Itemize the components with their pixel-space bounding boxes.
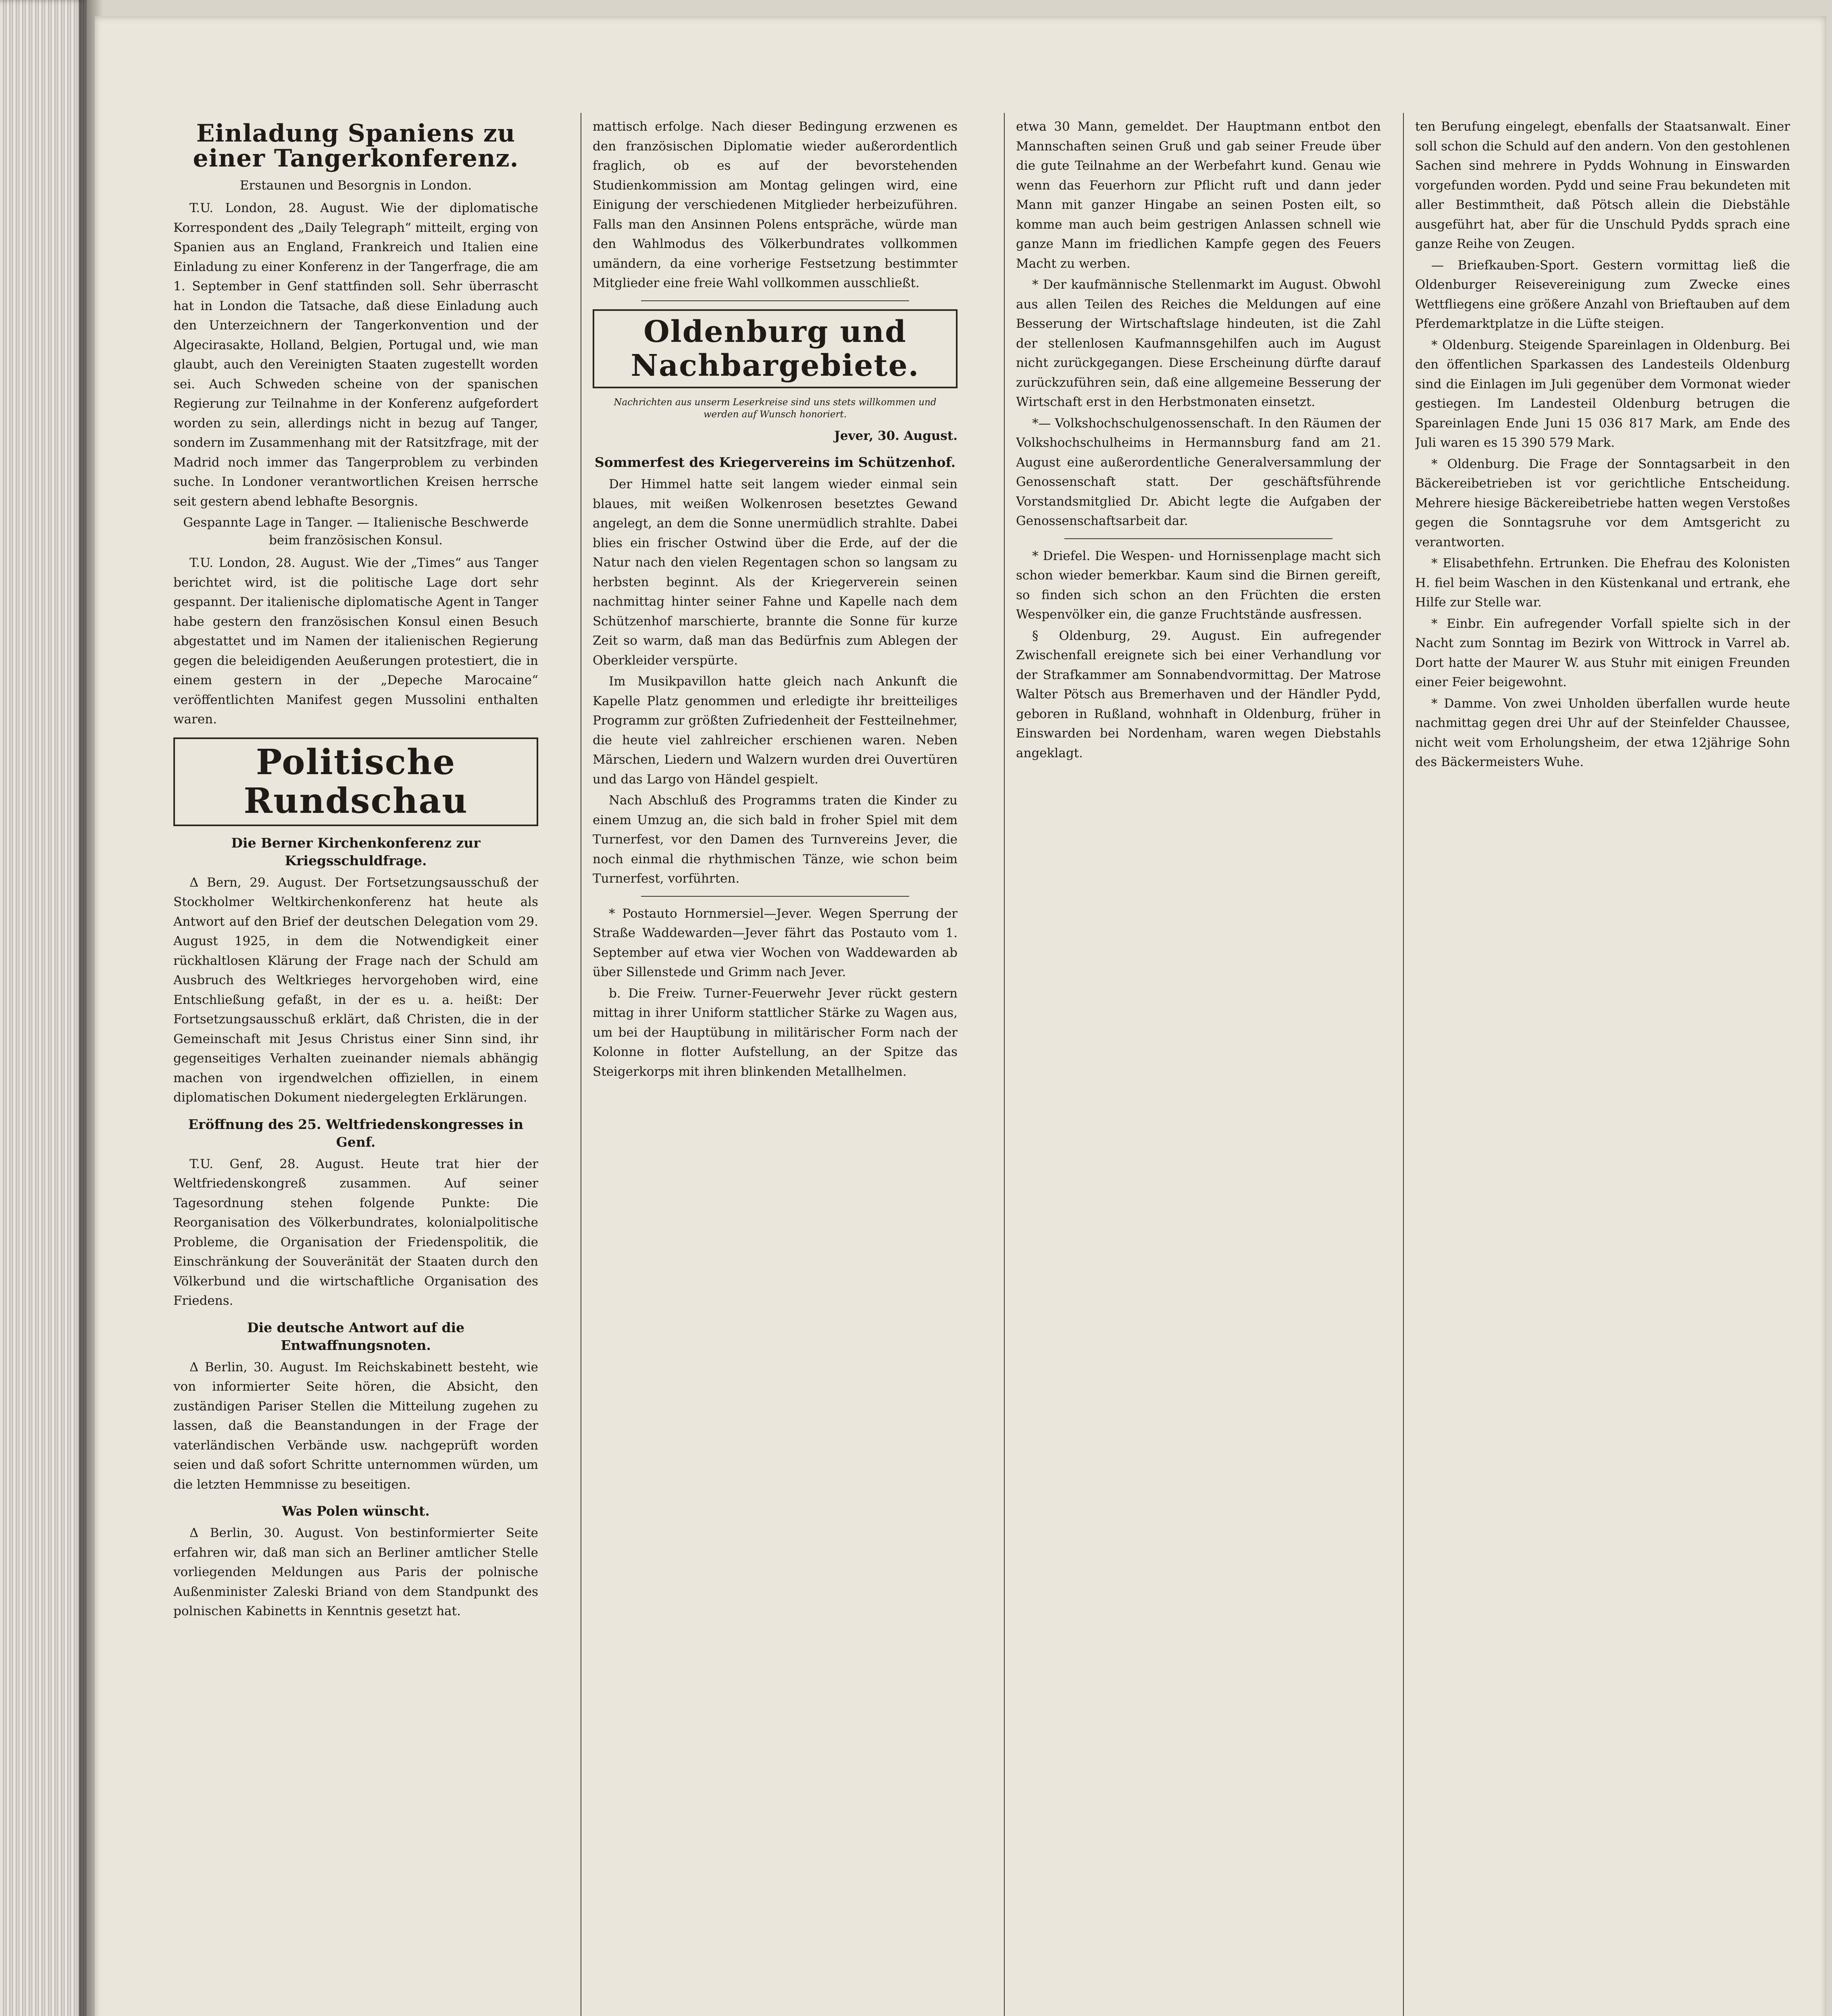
article-paragraph: Δ Bern, 29. August. Der Fortsetzungsausschuß der Stockholmer Weltkirchenkonferenz hat heute als Antwort auf den Brief der deutschen Delegation vom 29. August 1925, in dem die Notwendigkeit einer rückhaltlosen Klärung der Frage nach der Schuld am Ausbruch des Weltkrieges hervorgehoben wird, eine Entschließung gefaßt, in der es u. a. heißt: Der Fortsetzungsausschuß erklärt, daß Christen, die in der Gemeinschaft mit Jesus Christus einer Sinn sind, ihr gegenseitiges Verhalten zueinander niemals abhängig machen von irgendwelchen offiziellen, in einem diplomatischen Dokument niedergelegten Erklärungen. (173, 875, 538, 1105)
article-headline: Die Berner Kirchenkonferenz zur Kriegsschuldfrage. (231, 835, 481, 868)
article-headline: Die deutsche Antwort auf die Entwaffnungsnoten. (247, 1319, 465, 1353)
divider (641, 896, 909, 897)
article-headline: Sommerfest des Kriegervereins im Schützenhof. (594, 454, 956, 470)
article-paragraph: ten Berufung eingelegt, ebenfalls der Staatsanwalt. Einer soll schon die Schuld auf den andern. Von den gestohlenen Sachen sind mehrere in Pydds Wohnung in Einswarden vorgefunden worden. Pydd und seine Frau bekundeten mit aller Bestimmtheit, daß Pötsch allein die Diebstähle ausgeführt hat, aber für die Unschuld Pydds sprach eine ganze Reihe von Zeugen. (1415, 119, 1790, 251)
article-subheadline: Gespannte Lage in Tanger. — Italienische Beschwerde beim französischen Konsul. (183, 515, 529, 548)
article-paragraph: Im Musikpavillon hatte gleich nach Ankunft die Kapelle Platz genommen und erledigte ihr breitteiliges Programm zur größten Zufriedenheit der Festteilnehmer, die heute viel zahlreicher erschienen waren. Neben Märschen, Liedern und Walzern wurden drei Ouvertüren und das Largo von Händel gespielt. (593, 674, 958, 787)
article-paragraph: * Elisabethfehn. Ertrunken. Die Ehefrau des Kolonisten H. fiel beim Waschen in den Küstenkanal und ertrank, ehe Hilfe zur Stelle war. (1415, 556, 1790, 610)
article-paragraph: * Einbr. Ein aufregender Vorfall spielte sich in der Nacht zum Sonntag im Bezirk von Wittrock in Varrel ab. Dort hatte der Maurer W. aus Stuhr mit einigen Freunden einer Feier beigewohnt. (1415, 616, 1790, 689)
article-paragraph: T.U. London, 28. August. Wie der „Times“ aus Tanger berichtet wird, ist die politische Lage dort sehr gespannt. Der italienische diplomatische Agent in Tanger habe gestern den französischen Konsul einen Besuch abgestattet und im Namen der italienischen Regierung gegen die beleidigenden Aeußerungen protestiert, die in einem gestern in der „Depeche Marocaine“ veröffentlichten Manifest gegen Mussolini enthalten waren. (173, 556, 538, 727)
article-paragraph: * Oldenburg. Die Frage der Sonntagsarbeit in den Bäckereibetrieben ist vor gerichtliche Entscheidung. Mehrere hiesige Bäckereibetriebe hatten wegen Verstoßes gegen die Sonntagsruhe vor dem Amtsgericht zu verantworten. (1415, 456, 1790, 550)
article-paragraph: T.U. Genf, 28. August. Heute trat hier der Weltfriedenskongreß zusammen. Auf seiner Tagesordnung stehen folgende Punkte: Die Reorganisation des Völkerbundrates, kolonialpolitische Probleme, die Organisation der Friedenspolitik, die Einschränkung der Souveränität der Staaten durch den Völkerbund und die wirtschaftliche Organisation des Friedens. (173, 1156, 538, 1308)
divider (1064, 538, 1332, 539)
article-paragraph: Δ Berlin, 30. August. Im Reichskabinett besteht, wie von informierter Seite hören, die Absicht, den zuständigen Pariser Stellen die Mitteilung zugehen zu lassen, daß die Beanstandungen in der Frage der vaterländischen Verbände usw. nachgeprüft worden seien und daß sofort Schritte unternommen würden, um die letzten Hemmnisse zu beseitigen. (173, 1360, 538, 1492)
article-paragraph: Nach Abschluß des Programms traten die Kinder zu einem Umzug an, die sich bald in froher Spiel mit dem Turnerfest, vor den Damen des Turnvereins Jever, die noch einmal die rhythmischen Tänze, wie schon beim Turnerfest, vorführten. (593, 793, 958, 886)
divider (641, 300, 909, 301)
article-paragraph: — Briefkauben-Sport. Gestern vormittag ließ die Oldenburger Reisevereinigung zum Zwecke eines Wettfliegens eine größere Anzahl von Brieftauben auf dem Pferdemarktplatze in die Lüfte steigen. (1415, 258, 1790, 331)
column-2 (593, 117, 958, 2016)
section-header-box (593, 309, 958, 388)
column-3 (1016, 117, 1381, 2016)
article-paragraph: b. Die Freiw. Turner-Feuerwehr Jever rückt gestern mittag in ihrer Uniform stattlicher Stärke zu Wagen aus, um bei der Hauptübung in militärischer Form nach der Kolonne in flotter Aufstellung, an der Spitze das Steigerkorps mit ihren blinkenden Metallhelmen. (593, 986, 958, 1079)
article-paragraph: Δ Berlin, 30. August. Von bestinformierter Seite erfahren wir, daß man sich an Berliner amtlicher Stelle vorliegenden Meldungen aus Paris der polnische Außenminister Zaleski Briand von dem Standpunkt des polnischen Kabinetts in Kenntnis gesetzt hat. (173, 1526, 538, 1618)
article-subheadline: Erstaunen und Besorgnis in London. (239, 178, 472, 193)
book-spine-edge (0, 0, 87, 2016)
column-rule (1004, 113, 1005, 2016)
article-headline: Eröffnung des 25. Weltfriedenskongresses in Genf. (188, 1116, 524, 1150)
article-paragraph: * Oldenburg. Steigende Spareinlagen in Oldenburg. Bei den öffentlichen Sparkassen des Landesteils Oldenburg sind die Einlagen im Juli gegenüber dem Vormonat wieder gestiegen. Im Landesteil Oldenburg betrugen die Spareinlagen Ende Juni 15 036 817 Mark, am Ende des Juli waren es 15 390 579 Mark. (1415, 337, 1790, 450)
article-paragraph: * Driefel. Die Wespen- und Hornissenplage macht sich schon wieder bemerkbar. Kaum sind die Birnen gereift, so finden sich schon an den Früchten die ersten Wespenvölker ein, die ganze Fruchtstände ausfressen. (1016, 548, 1381, 622)
column-1 (173, 117, 538, 2016)
editorial-note: Nachrichten aus unserm Leserkreise sind uns stets willkommen und werden auf Wunsch honoriert. (614, 397, 937, 420)
article-headline: Einladung Spaniens zu einer Tangerkonferenz. (193, 119, 519, 173)
column-4 (1415, 117, 1790, 2016)
section-title: Politische Rundschau (244, 741, 468, 821)
section-title: Oldenburg und Nachbargebiete. (631, 314, 920, 383)
article-paragraph: mattisch erfolge. Nach dieser Bedingung erzwenen es den französischen Diplomatie wieder außerordentlich fraglich, ob es auf der bevorstehenden Studienkommission am Montag gelingen wird, eine Einigung der verschiedenen Mitglieder herbeizuführen. Falls man den Ansinnen Polens entspräche, würde man den Wahlmodus des Völkerbundrates vollkommen umändern, da eine vorherige Festsetzung bestimmter Mitglieder eine freie Wahl vollkommen ausschließt. (593, 119, 958, 290)
article-paragraph: § Oldenburg, 29. August. Ein aufregender Zwischenfall ereignete sich bei einer Verhandlung vor der Strafkammer am Sonnabendvormittag. Der Matrose Walter Pötsch aus Bremerhaven und der Händler Pydd, geboren in Rußland, wohnhaft in Oldenburg, früher in Einswarden bei Nordenham, waren wegen Diebstahls angeklagt. (1016, 628, 1381, 760)
article-paragraph: T.U. London, 28. August. Wie der diplomatische Korrespondent des „Daily Telegraph“ mitteilt, erging von Spanien aus an England, Frankreich und Italien eine Einladung zu einer Konferenz in der Tangerfrage, die am 1. September in Genf stattfinden soll. Sehr überrascht hat in London die Tatsache, daß diese Einladung auch den Unterzeichnern der Tangerkonvention und der Algecirasakte, Holland, Belgien, Portugal und, wie man glaubt, auch den Vereinigten Staaten zugestellt worden sei. Auch Schweden scheine von der spanischen Regierung zur Teilnahme in der Konferenz aufgefordert worden zu sein, allerdings nicht in bezug auf Tanger, sondern im Zusammenhang mit der Ratsitzfrage, mit der Madrid noch immer das Tangerproblem zu verbinden suche. In Londoner verantwortlichen Kreisen herrsche seit gestern abend lebhafte Besorgnis. (173, 201, 538, 509)
article-paragraph: * Postauto Hornmersiel—Jever. Wegen Sperrung der Straße Waddewarden—Jever fährt das Postauto vom 1. September auf etwa vier Wochen von Waddewarden ab über Sillenstede und Grimm nach Jever. (593, 906, 958, 979)
dateline: Jever, 30. August. (834, 428, 958, 443)
article-headline: Was Polen wünscht. (282, 1503, 430, 1519)
article-paragraph: * Damme. Von zwei Unholden überfallen wurde heute nachmittag gegen drei Uhr auf der Steinfelder Chaussee, nicht weit vom Erholungsheim, der etwa 12jährige Sohn des Bäckermeisters Wuhe. (1415, 696, 1790, 769)
column-rule (1403, 113, 1404, 2016)
article-paragraph: etwa 30 Mann, gemeldet. Der Hauptmann entbot den Mannschaften seinen Gruß und gab seiner Freude über die gute Teilnahme an der Werbefahrt kund. Genau wie wenn das Feuerhorn zur Pflicht ruft und dann jeder Mann mit ganzer Hingabe an seinen Posten eilt, so komme man auch beim gestrigen Anlassen schnell wie ganze Mann im friedlichen Kampfe gegen des Feuers Macht zu werben. (1016, 119, 1381, 271)
section-header-box (173, 737, 538, 826)
article-paragraph: *— Volkshochschulgenossenschaft. In den Räumen der Volkshochschulheims in Hermannsburg fand am 21. August eine außerordentliche Generalversammlung der Genossenschaft statt. Der geschäftsführende Vorstandsmitglied Dr. Abicht legte die Aufgaben der Genossenschaftsarbeit dar. (1016, 416, 1381, 528)
article-paragraph: * Der kaufmännische Stellenmarkt im August. Obwohl aus allen Teilen des Reiches die Meldungen auf eine Besserung der Wirtschaftslage hindeuten, ist die Zahl der stellenlosen Kaufmannsgehilfen auch im August nicht zurückgegangen. Diese Erscheinung dürfte darauf zurückzuführen sein, daß eine allgemeine Besserung der Wirtschaft erst in den Herbstmonaten einsetzt. (1016, 277, 1381, 409)
article-paragraph: Der Himmel hatte seit langem wieder einmal sein blaues, mit weißen Wolkenrosen besetztes Gewand angelegt, an dem die Sonne unermüdlich strahlte. Dabei blies ein frischer Ostwind über die Erde, auf der die Natur nach den vielen Regentagen schon so langsam zu herbsten beginnt. Als der Kriegerverein seinen nachmittag hinter seiner Fahne und Kapelle nach dem Schützenhof marschierte, brannte die Sonne für kurze Zeit so warm, daß man das Bedürfnis zum Ablegen der Oberkleider verspürte. (593, 477, 958, 668)
